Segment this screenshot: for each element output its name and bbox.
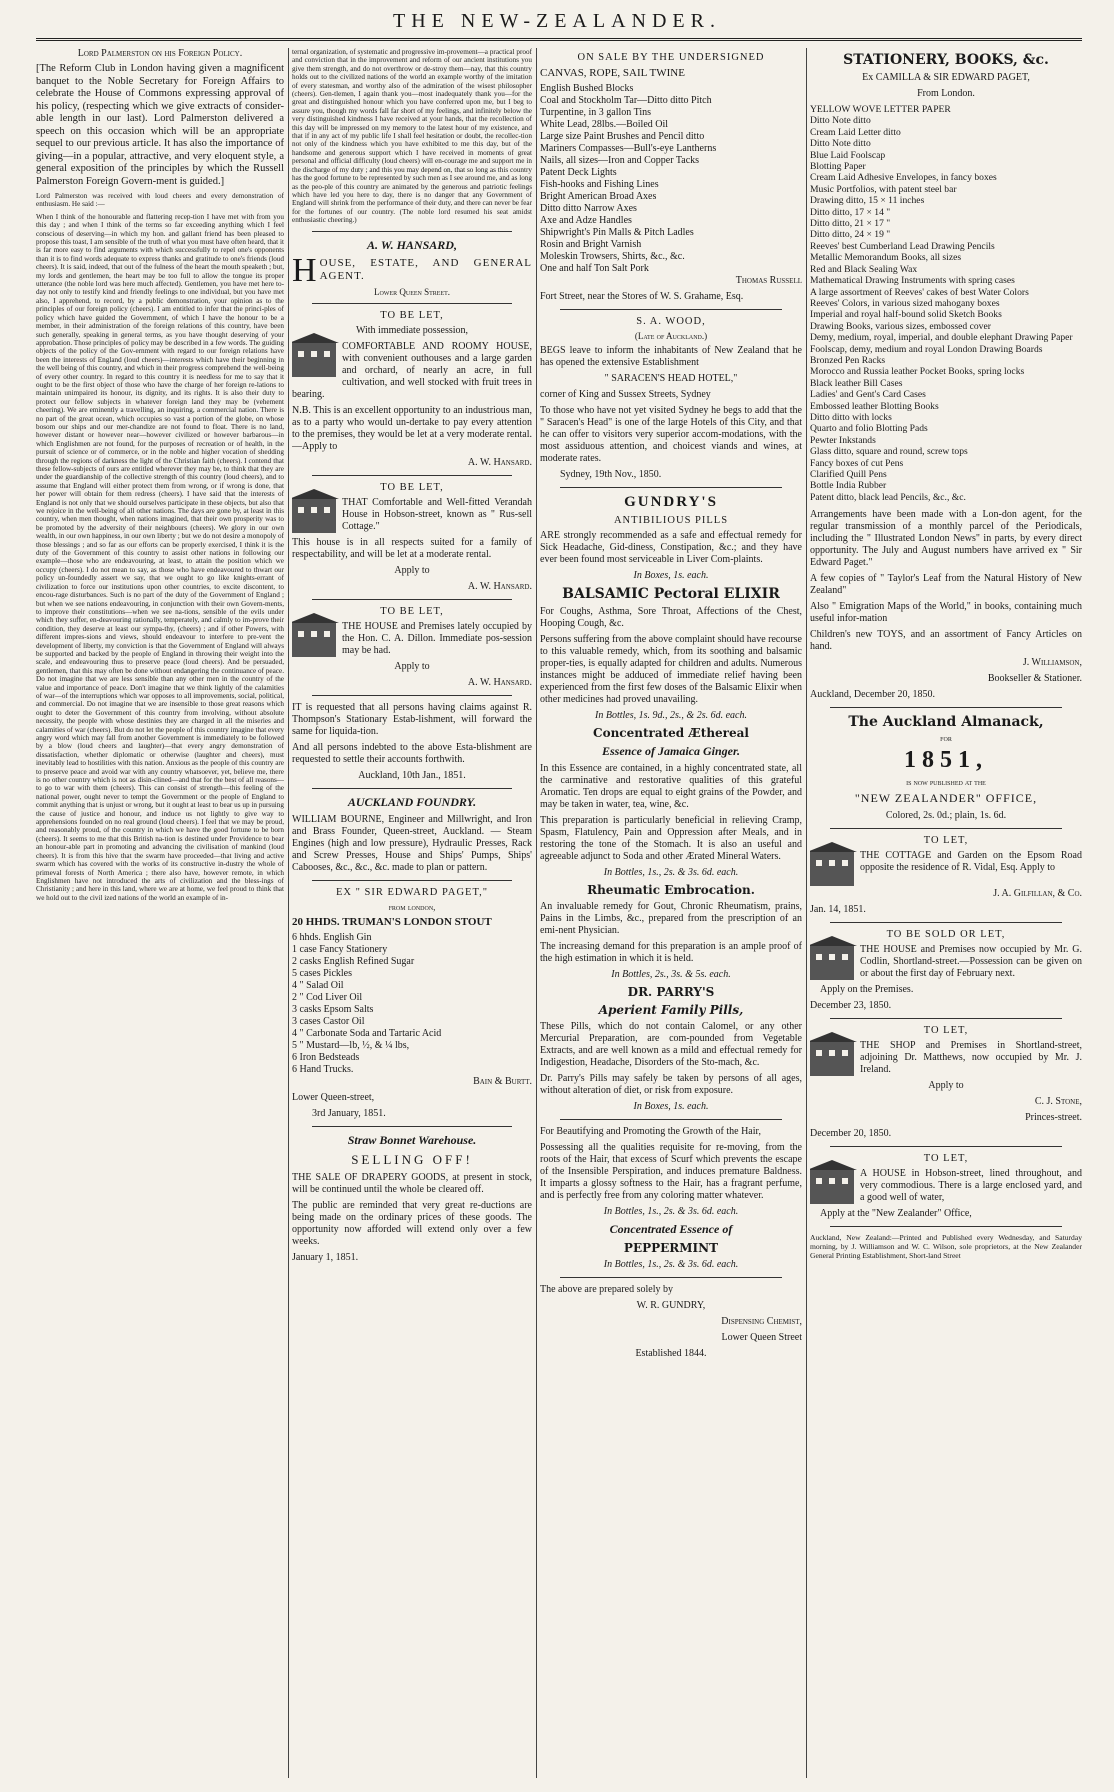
goods-item: 4 " Carbonate Soda and Tartaric Acid: [292, 1027, 442, 1039]
ad-subheading: (Late of Auckland.): [634, 331, 708, 341]
to-let-ad-3: [292, 606, 532, 689]
ad-signature: J. Williamson,: [1022, 657, 1082, 669]
to-let-ad-7: [810, 1153, 1082, 1220]
wood-hotel-ad: [540, 316, 802, 481]
ad-body: ARE strongly recommended as a safe and effectual remedy for Sick Headache, Gid-diness, Constipation, &c.; and they have ever been found most serviceable in Liver Com-plaints.: [540, 530, 802, 565]
ad-body-2: This house is in all respects suited for a family of respectability, and will be let at a moderate rental.: [292, 536, 532, 560]
ad-heading-2: Essence of Jamaica Ginger.: [602, 744, 740, 758]
stationery-item: Drawing Books, various sizes, embossed cover: [810, 320, 991, 332]
stationery-item: Fancy boxes of cut Pens: [810, 457, 904, 469]
divider: [830, 1018, 1062, 1019]
stationery-item: Embossed leather Blotting Books: [810, 400, 939, 412]
divider: [830, 1146, 1062, 1147]
ad-signature: W. R. GUNDRY,: [636, 1300, 706, 1311]
stationery-item: Mathematical Drawing Instruments with spring cases: [810, 275, 1015, 287]
ad-body: BEGS leave to inform the inhabitants of New Zealand that he has opened the extensive Establishment: [540, 345, 802, 368]
elixir-ad: [540, 586, 802, 722]
goods-item: Turpentine, in 3 gallon Tins: [540, 107, 652, 118]
goods-item: 6 Hand Trucks.: [292, 1063, 354, 1075]
ad-heading: TO BE LET,: [380, 605, 444, 617]
article-speech: When I think of the honourable and flattering recep-tion I have met with from you this day ; and when I think of the terms so far exceeding anything which I feel conscious of deserving—in which my hon. and gallant friend has been pleased to propose this toast, I am sensible of the truth of what you must have often heard, that it is far more easy to find arguments with which successfully to repel one's opponents than it is to find words adequate to express thanks and gratitude to one's friends (loud cheers). It is said, indeed, that out of the fulness of the heart the mouth speaketh ; but, my lords and gentlemen, the heart may be too full to allow the tongue its proper utterance (the noble lord was here much affected). Gentlemen, you have met here to-day not only to testify kind and friendly feelings to one individual, but you have met also, I apprehend, to record, by a public demonstration, your opinion as to the principles of our foreign policy (cheers). I am entitled to infer that the princi-ples of policy which have guided the Government, of which I have the honour to be a member, in their administration of the foreign relations of this country, have been such generally, speaking in general terms, as you have thought deserving of your approbation. Those principles of policy may be described in a few words. The guiding objects of the policy of the Gov-ernment with regard to our foreign relations have been the interests of England (loud cheers)—interests which have their beginning in the well being of this country, and which in their progress comprehend the well-being of every other country. In regard to this country it is needless for me to say that it ought to be the first object of those who have the charge of her foreign re-lations to maintain unimpaired its honour, its dignity, and its rights. It is also their duty to protect our fellow subjects in whatever foreign land they may be (vehement cheering). We are eminently a travelling, an inquiring, a commercial nation. There is no part of the great ocean, which occupies so vast a portion of the globe, on whose bosom our ships and our mer-chandize are not found to float. There is no land, however distant or however near—however civilized or however barbarous—in which Englishmen are not found, for the purposes of recreation or of health, in the pursuit of science or of commerce, or in the noble and higher vocation of shedding through the regions of darkness the light of the Christian faith (cheers). I contend that these fellow-subjects of ours are entitled wherever they may be, to think that they are under the guardianship of the collective strength of this country (loud cheers), and to assume that England will either protect them from wrong, or if wrong is done, that her power will obtain for them redress (cheers). I have said that the interests of England is not only that we should ourselves participate in these objects, but also that we rejoice in the well-being of all other nations. The days are gone by, at least in this country, when men thought, when nations imagined, that their own prosperity was to be promoted by the adversity of their neighbours (cheers). We glory in our own wealth, in our own happiness, in our own liberty ; but we do not desire a monopoly of those blessings ; and so far as our efforts can be properly exercised, I think it is the duty of the Government of this country to assist other nations in following our example—those who are endeavouring, at least, to attain the position which we occupy (cheers). I do not mean to say, as those who have endeavoured to thwart our policy un-foundedly assert we say, that we ought to go like knights-errant of civilization to force our institutions upon other countries, to excite discontent, to encou-rage disturbances. Such is no part of the duty of the Government of England ; but when we see nations endeavouring, in conjunction with their own Govern-ments, to improve their constitutions—when we see na-tions, sensible of the evils under which they suffer, en-deavouring rationally, temperately, and calmly to im-prove their condition, they deserve at least our sympa-thy, (cheers) ; and if other Powers, with different impres-sions and views, should endeavour to interfere to pre-vent the development of liberty, my conviction is that the Government of England will always be supported and backed by the people of England in throwing their weight into the scale, and endeavouring thus to preserve peace (loud cheers). And be persuaded, gentlemen, that this may often be done without endangering the continuance of peace. Do not imagine that we are less sensible than any other men in the country of the value and importance of peace. Don't imagine that we think lightly of the calamities of war—of the interruptions which war opposes to all improvements, social, political, and commercial. Do not imagine that we are insensible to those great reasons which ought to deter the Government of this country from involving, without absolute necessity, the people with whose destinies they are charged in all the miseries and calamities of war (cheers). But do not let the people of this country imagine that every angry word which may fall from another Government is immediately to be followed by a blow (loud cheers and laughter)—that every angry demonstration of dissatisfaction, whether diplomatic or otherwise (laughter and cheers), must inevitably lead to hostilities with this nation. Anxious as the people of this country are to preserve peace and avoid war with any country whatsoever, yet, believe me, there is no other country which is not as disin-clined—and that for the best of all reasons—to go to war with them (cheers). This can consist of strength—this feeling of the national power, ought never to tempt the Government or the people of England to commit anything that is unjust or wrong, but it ought at least to bear us up in pursuing the cause of justice and honour, and induce us not lightly to give way to apprehensions founded on no real ground (loud cheers). I feel that we may be proud, and reasonably proud, of the country in which we have the good fortune to be born (cheers). It seems to me that this British na-tion is destined under Providence to bear an honour-able part in promoting and advancing the civilisation of mankind (loud cheers). It is from this hive that the swarm have proceeded—that living and active swarm which has covered with the works of its constructive in-dustry the whole of primeval forests of North America ; there also have, however remote, in which Englishmen have not introduced the arts of civilization and the bless-ings of Christianity ; and here in this land, where we are at home, we feel proud to think that we hold out to the civil ized nations of the world an example of in-: [36, 212, 284, 902]
stationery-item: Morocco and Russia leather Pocket Books, spring locks: [810, 366, 1025, 378]
goods-item: 4 " Salad Oil: [292, 979, 344, 991]
newspaper-title: THE NEW-ZEALANDER.: [393, 10, 721, 32]
goods-item: White Lead, 28lbs.—Boiled Oil: [540, 119, 669, 130]
divider: [560, 1119, 782, 1120]
ad-body: THE SALE OF DRAPERY GOODS, at present in stock, will be continued until the whole be cleared off.: [292, 1171, 532, 1195]
ad-address: Lower Queen-street,: [292, 1091, 375, 1103]
stationery-item: Bronzed Pen Racks: [810, 354, 886, 366]
divider: [312, 880, 512, 881]
ad-address: Lower Queen Street: [721, 1332, 802, 1343]
to-let-ad-6: [810, 1025, 1082, 1140]
goods-item: Moleskin Trowsers, Shirts, &c., &c.: [540, 251, 685, 262]
hair-ad: [540, 1126, 802, 1218]
ad-office: "NEW ZEALANDER" OFFICE,: [854, 791, 1038, 806]
ad-subheading: For Coughs, Asthma, Sore Throat, Affections of the Chest, Hooping Cough, &c.: [540, 606, 802, 629]
ad-price: In Bottles, 1s. 9d., 2s., & 2s. 6d. each.: [595, 710, 747, 721]
stationery-item: Ditto ditto, 24 × 19 ": [810, 229, 891, 241]
goods-item: Mariners Compasses—Bull's-eye Lantherns: [540, 143, 717, 154]
ad-body: Arrangements have been made with a Lon-don agent, for the regular transmission of a monthly parcel of the Periodicals, including the " Illustrated London News" in parts, by every direct opportunity. The July and August numbers have arrived ex " Sir Edward Paget.": [810, 509, 1082, 569]
ad-heading: Concentrated Essence of: [609, 1222, 733, 1236]
column-3: [540, 48, 802, 1778]
column-divider: [536, 48, 537, 1778]
ad-body: WILLIAM BOURNE, Engineer and Millwright, and Iron and Brass Founder, Queen-street, Auckland. — Steam Engines (high and low pressure), Hydraulic Presses, Rack and Screw Presses, House and Ships' Pumps, Ships' Cabooses, &c., &c., &c. made to plan or pattern.: [292, 813, 532, 873]
ad-address: Fort Street, near the Stores of W. S. Grahame, Esq.: [540, 291, 744, 302]
ad-signature: A. W. Hansard.: [467, 580, 532, 592]
article-speech-continued: ternal organization, of systematic and progressive im-provement—a practical proof and conviction that in the improvement and reform of our ancient institutions you give them strength, and do not overthrow or de-stroy them—nay, that this country holds out to the civilized nations of the world an example worthy of the imitation of every statesman, and worthy also of the admiration of the wisest philosopher (cheers). Gen-tlemen, I again thank you—most inadequately thank you—for the great and distinguished honour which you have conferred upon me, but I beg to assure you, though my words fall far short of my feelings, and infinitely below the very distinguished kindness I have received at your hands, that the recollection of this day will be impressed on my memory to the latest hour of my existence, and that if in any act of my public life I shall feel hesitation or doubt, the recollec-tion not only of the kindness which you have exhibited to me this day, but of the handsome and generous support which I have received in moments of great personal and official difficulty (loud cheers) will en-courage me and support me in the discharge of my duty ; and this you may depend on, that so long as this country has the good fortune to be represented by such men as I see around me, and as long as the peo-ple of this country are animated by the generous and patriotic feelings which have led you here to day, there is no danger that any Government of England will shrink from the performance of their duty, and there can never be fear for the fortunes of our country. (The noble lord resumed his seat amidst enthusiastic cheering.): [292, 48, 532, 225]
hansard-ad: [292, 238, 532, 297]
house-icon: [810, 1170, 854, 1204]
ad-title: Dispensing Chemist,: [721, 1316, 802, 1327]
goods-item: 5 cases Pickles: [292, 967, 352, 979]
ad-subheading: ANTIBILIOUS PILLS: [613, 515, 729, 526]
stationery-item: Glass ditto, square and round, screw tops: [810, 446, 968, 458]
to-let-ad-1: [292, 310, 532, 469]
ad-body: An invaluable remedy for Gout, Chronic Rheumatism, prains, Pains in the Limbs, &c., prepared from the prescription of an emi-nent Physician.: [540, 901, 802, 936]
russell-sale-ad: [540, 52, 802, 303]
ad-heading: BALSAMIC Pectoral ELIXIR: [562, 586, 780, 602]
ad-signature: A. W. Hansard.: [467, 456, 532, 468]
divider: [312, 475, 512, 476]
paget-goods-ad: [292, 887, 532, 1120]
ad-body: The above are prepared solely by: [540, 1284, 673, 1295]
stationery-item: Ditto ditto, 17 × 14 ": [810, 206, 891, 218]
ad-heading: TO BE SOLD OR LET,: [886, 929, 1006, 941]
ad-date: Auckland, 10th Jan., 1851.: [358, 769, 466, 781]
stationery-item: Clarified Quill Pens: [810, 469, 887, 480]
ad-subheading: Ex CAMILLA & SIR EDWARD PAGET,: [862, 72, 1030, 83]
masthead-rule: [36, 38, 1082, 41]
goods-item: One and half Ton Salt Pork: [540, 263, 649, 274]
stationery-item: Drawing ditto, 15 × 11 inches: [810, 195, 925, 207]
ad-published: is now published at the: [906, 778, 986, 788]
stationery-item: Blotting Paper: [810, 161, 866, 173]
stationery-item: Ditto Note ditto: [810, 115, 871, 127]
divider: [312, 788, 512, 789]
goods-item: 6 hhds. English Gin: [292, 931, 372, 943]
divider: [312, 1126, 512, 1127]
ad-body-2: corner of King and Sussex Streets, Sydney: [540, 389, 711, 400]
ad-established: Established 1844.: [635, 1348, 707, 1359]
ad-body: THE HOUSE and Premises now occupied by Mr. G. Codlin, Shortland-street.—Possession can be given on or about the first day of February next.: [860, 944, 1082, 980]
ad-body-2: The increasing demand for this preparation is an ample proof of the high estimation in which it is held.: [540, 941, 802, 964]
ad-apply: Apply to: [928, 1080, 964, 1092]
house-icon: [292, 499, 336, 533]
column-2: [292, 48, 532, 1778]
goods-list: [292, 932, 532, 1076]
drop-cap: H: [292, 251, 317, 289]
goods-item: Nails, all sizes—Iron and Copper Tacks: [540, 155, 700, 166]
stationery-item: Imperial and royal half-bound solid Sketch Books: [810, 309, 1002, 321]
goods-item: Shipwright's Pin Malls & Pitch Ladles: [540, 227, 694, 238]
goods-item: 2 casks English Refined Sugar: [292, 955, 415, 967]
stationery-item: Black leather Bill Cases: [810, 377, 903, 389]
goods-item: Patent Deck Lights: [540, 167, 617, 178]
ad-price: In Boxes, 1s. each.: [633, 570, 709, 581]
ad-heading: TO LET,: [923, 1153, 969, 1165]
ad-body-2: Possessing all the qualities requisite for re-moving, from the roots of the Hair, that excess of Scurf which prevents the escape of the Insensible Perspiration, and induces premature Baldness. It imparts a glossy softness to the Hair, has a fragrant perfume, and is perfectly free from any coloring matter whatever.: [540, 1142, 802, 1201]
ad-heading: Straw Bonnet Warehouse.: [347, 1132, 477, 1147]
divider: [312, 303, 512, 304]
ad-body: IT is requested that all persons having claims against R. Thompson's Stationary Estab-lishment, will forward the same for liquida-tion.: [292, 701, 532, 737]
ad-body: These Pills, which do not contain Calomel, or any other Mercurial Preparation, are com-pounded from Vegetable Extracts, and are well known as a mild and effectual remedy for Indigestion, Headache, Disorders of the Sto-mach, &c.: [540, 1021, 802, 1068]
stationery-item: Cream Laid Adhesive Envelopes, in fancy boxes: [810, 172, 997, 184]
ad-body-2: And all persons indebted to the above Esta-blishment are requested to settle their accounts forthwith.: [292, 741, 532, 765]
stationery-item: Ditto Note ditto: [810, 138, 871, 150]
column-divider: [806, 48, 807, 1778]
ad-heading-2: Aperient Family Pills,: [598, 1003, 744, 1017]
stationery-item: Reeves' Colors, in various sized mahogany boxes: [810, 297, 1000, 309]
goods-item: Fish-hooks and Fishing Lines: [540, 179, 659, 190]
ad-body: THE HOUSE and Premises lately occupied by the Hon. C. A. Dillon. Immediate pos-session may be had.: [342, 620, 532, 656]
stationery-item: YELLOW WOVE LETTER PAPER: [810, 104, 951, 115]
ad-apply: Apply on the Premises.: [820, 984, 914, 996]
stationery-item: Ditto ditto with locks: [810, 411, 892, 423]
ad-signature: A. W. Hansard.: [467, 676, 532, 688]
ad-heading: ON SALE BY THE UNDERSIGNED: [577, 52, 765, 63]
goods-item: 3 cases Castor Oil: [292, 1015, 365, 1027]
goods-item: 1 case Fancy Stationery: [292, 943, 388, 955]
ad-apply: Apply to: [394, 660, 430, 672]
goods-item: Coal and Stockholm Tar—Ditto ditto Pitch: [540, 95, 712, 106]
foundry-ad: [292, 795, 532, 874]
goods-item: Large size Paint Brushes and Pencil ditto: [540, 131, 705, 142]
house-icon: [810, 852, 854, 886]
ad-price: In Bottles, 1s., 2s. & 3s. 6d. each.: [603, 1206, 739, 1217]
article-lead: Lord Palmerston was received with loud cheers and every demonstration of enthusiasm. He said :—: [36, 192, 284, 209]
ad-body: In this Essence are contained, in a highly concentrated state, all the carminative and restorative qualities of this grateful Aromatic. Ten drops are equal to eight grains of the Powder, and may be taken in water, tea, wine, &c.: [540, 763, 802, 810]
ad-price: In Bottles, 2s., 3s. & 5s. each.: [611, 969, 731, 980]
ad-first-item: 20 HHDS. TRUMAN'S LONDON STOUT: [292, 915, 492, 928]
ad-body: THE SHOP and Premises in Shortland-street, adjoining Dr. Matthews, now occupied by Mr. J. Ireland.: [860, 1040, 1082, 1076]
stationery-item: Red and Black Sealing Wax: [810, 263, 918, 275]
ad-apply: Apply to: [394, 564, 430, 576]
ad-date: Auckland, December 20, 1850.: [810, 689, 935, 701]
ad-line: OUSE, ESTATE, AND GENERAL AGENT.: [319, 256, 532, 282]
ad-subheading-2: From London.: [917, 88, 975, 99]
ad-heading: Rheumatic Embrocation.: [587, 883, 755, 897]
goods-item: 3 casks Epsom Salts: [292, 1003, 374, 1015]
ad-body: For Beautifying and Promoting the Growth of the Hair,: [540, 1126, 761, 1137]
ad-date: 3rd January, 1851.: [312, 1107, 386, 1119]
divider: [830, 707, 1062, 708]
stationery-item: Quarto and folio Blotting Pads: [810, 423, 928, 435]
stationery-item: Blue Laid Foolscap: [810, 149, 886, 161]
house-icon: [810, 946, 854, 980]
ad-date: Sydney, 19th Nov., 1850.: [560, 469, 662, 480]
to-let-ad-5: [810, 929, 1082, 1012]
column-4: [810, 48, 1082, 1778]
divider: [560, 1277, 782, 1278]
ad-signature-2: Bookseller & Stationer.: [987, 673, 1082, 685]
to-let-ad-4: [810, 835, 1082, 916]
ginger-ad: [540, 726, 802, 879]
peppermint-ad: [540, 1222, 802, 1271]
gundry-pills-ad: [540, 494, 802, 582]
stationery-item: Demy, medium, royal, imperial, and double elephant Drawing Paper: [810, 332, 1073, 344]
stationery-item: Foolscap, demy, medium and royal London Drawing Boards: [810, 343, 1043, 355]
goods-item: Rosin and Bright Varnish: [540, 239, 642, 250]
ad-address: Lower Queen Street.: [373, 286, 451, 297]
goods-list: [540, 83, 802, 275]
ad-heading: AUCKLAND FOUNDRY.: [347, 794, 477, 809]
ad-body-4: Children's new TOYS, and an assortment of Fancy Articles on hand.: [810, 629, 1082, 653]
ad-signature: Bain & Burtt.: [473, 1075, 532, 1087]
imprint: Auckland, New Zealand:—Printed and Published every Wednesday, and Saturday morning, by J. Williamson and W. C. Wilson, sole proprietors, at the New Zealander General Printing Establishment, Short-land Street: [810, 1233, 1082, 1261]
embrocation-ad: [540, 883, 802, 981]
ad-heading: DR. PARRY'S: [627, 985, 715, 999]
parry-pills-ad: [540, 985, 802, 1113]
ad-body: Persons suffering from the above complaint should have recourse to this valuable remedy, which, from its soothing and balsamic proper-ties, is equally adapted for children and adults. Numerous instances might be adduced of immediate relief having been experienced from the first few doses of the Balsamic Elixir when other medicines had proved unavailing.: [540, 634, 802, 705]
divider: [560, 487, 782, 488]
stationery-list: [810, 104, 1082, 503]
ad-body-2: A few copies of " Taylor's Leaf from the Natural History of New Zealand": [810, 573, 1082, 597]
ad-heading: TO LET,: [923, 835, 969, 847]
article-heading: Lord Palmerston on his Foreign Policy.: [77, 48, 243, 59]
ad-body-3: To those who have not yet visited Sydney he begs to add that the " Saracen's Head" is one of the large Hotels of this City, and that he can offer to visitors very superior accom-modations, with the most assiduous attention, and choicest viands and wines, at moderate rates.: [540, 405, 802, 464]
goods-item: 2 " Cod Liver Oil: [292, 991, 363, 1003]
ad-body: THE COTTAGE and Garden on the Epsom Road opposite the residence of R. Vidal, Esq. Apply to: [860, 850, 1082, 874]
almanack-ad: [810, 714, 1082, 822]
ad-date: December 20, 1850.: [810, 1128, 892, 1140]
house-icon: [292, 623, 336, 657]
divider: [312, 231, 512, 232]
divider: [312, 695, 512, 696]
stationery-item: Reeves' best Cumberland Lead Drawing Pencils: [810, 240, 995, 252]
divider: [560, 309, 782, 310]
ad-heading: The Auckland Almanack,: [848, 714, 1044, 731]
ad-date: December 23, 1850.: [810, 1000, 892, 1012]
ad-heading: TO LET,: [923, 1025, 969, 1037]
ad-price: In Bottles, 1s., 2s. & 3s. 6d. each.: [603, 1259, 739, 1270]
ad-body-3: Also " Emigration Maps of the World," in books, containing much useful infor-mation: [810, 601, 1082, 625]
stationery-ad: [810, 52, 1082, 701]
ad-date: January 1, 1851.: [292, 1251, 359, 1263]
to-let-ad-2: [292, 482, 532, 593]
divider: [312, 599, 512, 600]
ad-subheading: from london,: [388, 901, 436, 912]
gundry-footer: [540, 1284, 802, 1360]
divider: [830, 1226, 1062, 1227]
article-intro: [The Reform Club in London having given a magnificent banquet to the Noble Secretary for Foreign Affairs to celebrate the House of Commons expressing approval of his policy, (respecting which we give extracts of consider-able length in our last). Lord Palmerston delivered a speech on this occasion which will be an appropriate sequel to our previous article. It has also the importance of giving—in a popular, attractive, and very eloquent style, a general exposition of the principles by which the Russell Palmerston Foreign Govern-ment is guided.]: [36, 63, 284, 187]
house-icon: [810, 1042, 854, 1076]
ad-heading: A. W. HANSARD,: [367, 237, 457, 252]
ad-heading: GUNDRY'S: [624, 494, 718, 510]
ad-date: Jan. 14, 1851.: [810, 904, 866, 916]
hotel-name: " SARACEN'S HEAD HOTEL,": [604, 373, 738, 384]
ad-heading-2: PEPPERMINT: [623, 1241, 719, 1255]
stationery-item: Ditto ditto, 21 × 17 ": [810, 218, 891, 230]
ad-year: 1851,: [904, 747, 988, 774]
ad-subheading: With immediate possession,: [355, 324, 469, 336]
ad-heading: S. A. WOOD,: [636, 316, 706, 327]
ad-apply: Apply at the "New Zealander" Office,: [820, 1208, 972, 1220]
goods-item: Ditto ditto Narrow Axes: [540, 203, 637, 214]
straw-bonnet-ad: [292, 1133, 532, 1264]
stationery-item: Patent ditto, black lead Pencils, &c., &c.: [810, 491, 966, 503]
divider: [830, 828, 1062, 829]
column-divider: [288, 48, 289, 1778]
ad-body-2: This preparation is particularly beneficial in relieving Cramp, Spasm, Flatulency, Pain and Oppression after Meals, and in restoring the tone of the Stomach. It is also an useful and agreeable adjunct to Soda and other Ærated Mineral Waters.: [540, 815, 802, 862]
ad-heading: TO BE LET,: [380, 481, 444, 493]
stationery-item: Ladies' and Gent's Card Cases: [810, 389, 926, 401]
ad-subheading: SELLING OFF!: [351, 1151, 473, 1167]
stationery-item: A large assortment of Reeves' cakes of best Water Colors: [810, 286, 1029, 298]
ad-price: In Bottles, 1s., 2s. & 3s. 6d. each.: [603, 867, 739, 878]
ad-body-2: Dr. Parry's Pills may safely be taken by persons of all ages, without alteration of diet, or risk from exposure.: [540, 1073, 802, 1096]
ad-note: N.B. This is an excellent opportunity to an industrious man, as to a party who would un-dertake to pay every attention to the premises, they would be let at a very moderate rental.—Apply to: [292, 404, 532, 452]
ad-heading: Concentrated Æthereal: [593, 726, 749, 740]
ad-price: In Boxes, 1s. each.: [633, 1101, 709, 1112]
ad-signature: J. A. Gilfillan, & Co.: [993, 888, 1082, 900]
divider: [830, 922, 1062, 923]
stationery-item: Cream Laid Letter ditto: [810, 126, 901, 138]
ad-signature-2: Princes-street.: [1025, 1112, 1082, 1124]
stationery-item: Bottle India Rubber: [810, 480, 887, 492]
ad-for: for: [940, 734, 952, 744]
ad-signature: Thomas Russell: [735, 275, 802, 286]
goods-item: 5 " Mustard—lb, ½, & ¼ lbs,: [292, 1039, 410, 1051]
ad-body: A HOUSE in Hobson-street, lined throughout, and very commodious. There is a large enclosed yard, and a good well of water,: [860, 1168, 1082, 1204]
ad-heading: EX " SIR EDWARD PAGET,": [335, 886, 489, 898]
notice-ad: [292, 702, 532, 782]
ad-heading: TO BE LET,: [380, 309, 444, 321]
ad-heading: STATIONERY, BOOKS, &c.: [843, 52, 1049, 68]
ad-signature: C. J. Stone,: [1034, 1096, 1082, 1108]
ad-first-item: CANVAS, ROPE, SAIL TWINE: [540, 67, 685, 79]
stationery-item: Metallic Memorandum Books, all sizes: [810, 252, 962, 264]
goods-item: English Bushed Blocks: [540, 83, 634, 94]
ad-body: THAT Comfortable and Well-fitted Verandah House in Hobson-street, known as " Rus-sell Cottage.": [342, 496, 532, 532]
ad-body-2: The public are reminded that very great re-ductions are being made on the ordinary prices of these goods. The opportunity now afforded will extend only over a few weeks.: [292, 1199, 532, 1247]
goods-item: Axe and Adze Handles: [540, 215, 632, 226]
goods-item: Bright American Broad Axes: [540, 191, 657, 202]
stationery-item: Music Portfolios, with patent steel bar: [810, 183, 957, 195]
house-icon: [292, 343, 336, 377]
ad-price: Colored, 2s. 0d.; plain, 1s. 6d.: [885, 810, 1007, 822]
goods-item: 6 Iron Bedsteads: [292, 1051, 360, 1063]
ad-body: COMFORTABLE AND ROOMY HOUSE, with convenient outhouses and a large garden and orchard, of nearly an acre, in full cultivation, and well stocked with fruit trees in bearing.: [292, 340, 532, 400]
column-1: [36, 48, 284, 1778]
stationery-item: Pewter Inkstands: [810, 434, 876, 446]
